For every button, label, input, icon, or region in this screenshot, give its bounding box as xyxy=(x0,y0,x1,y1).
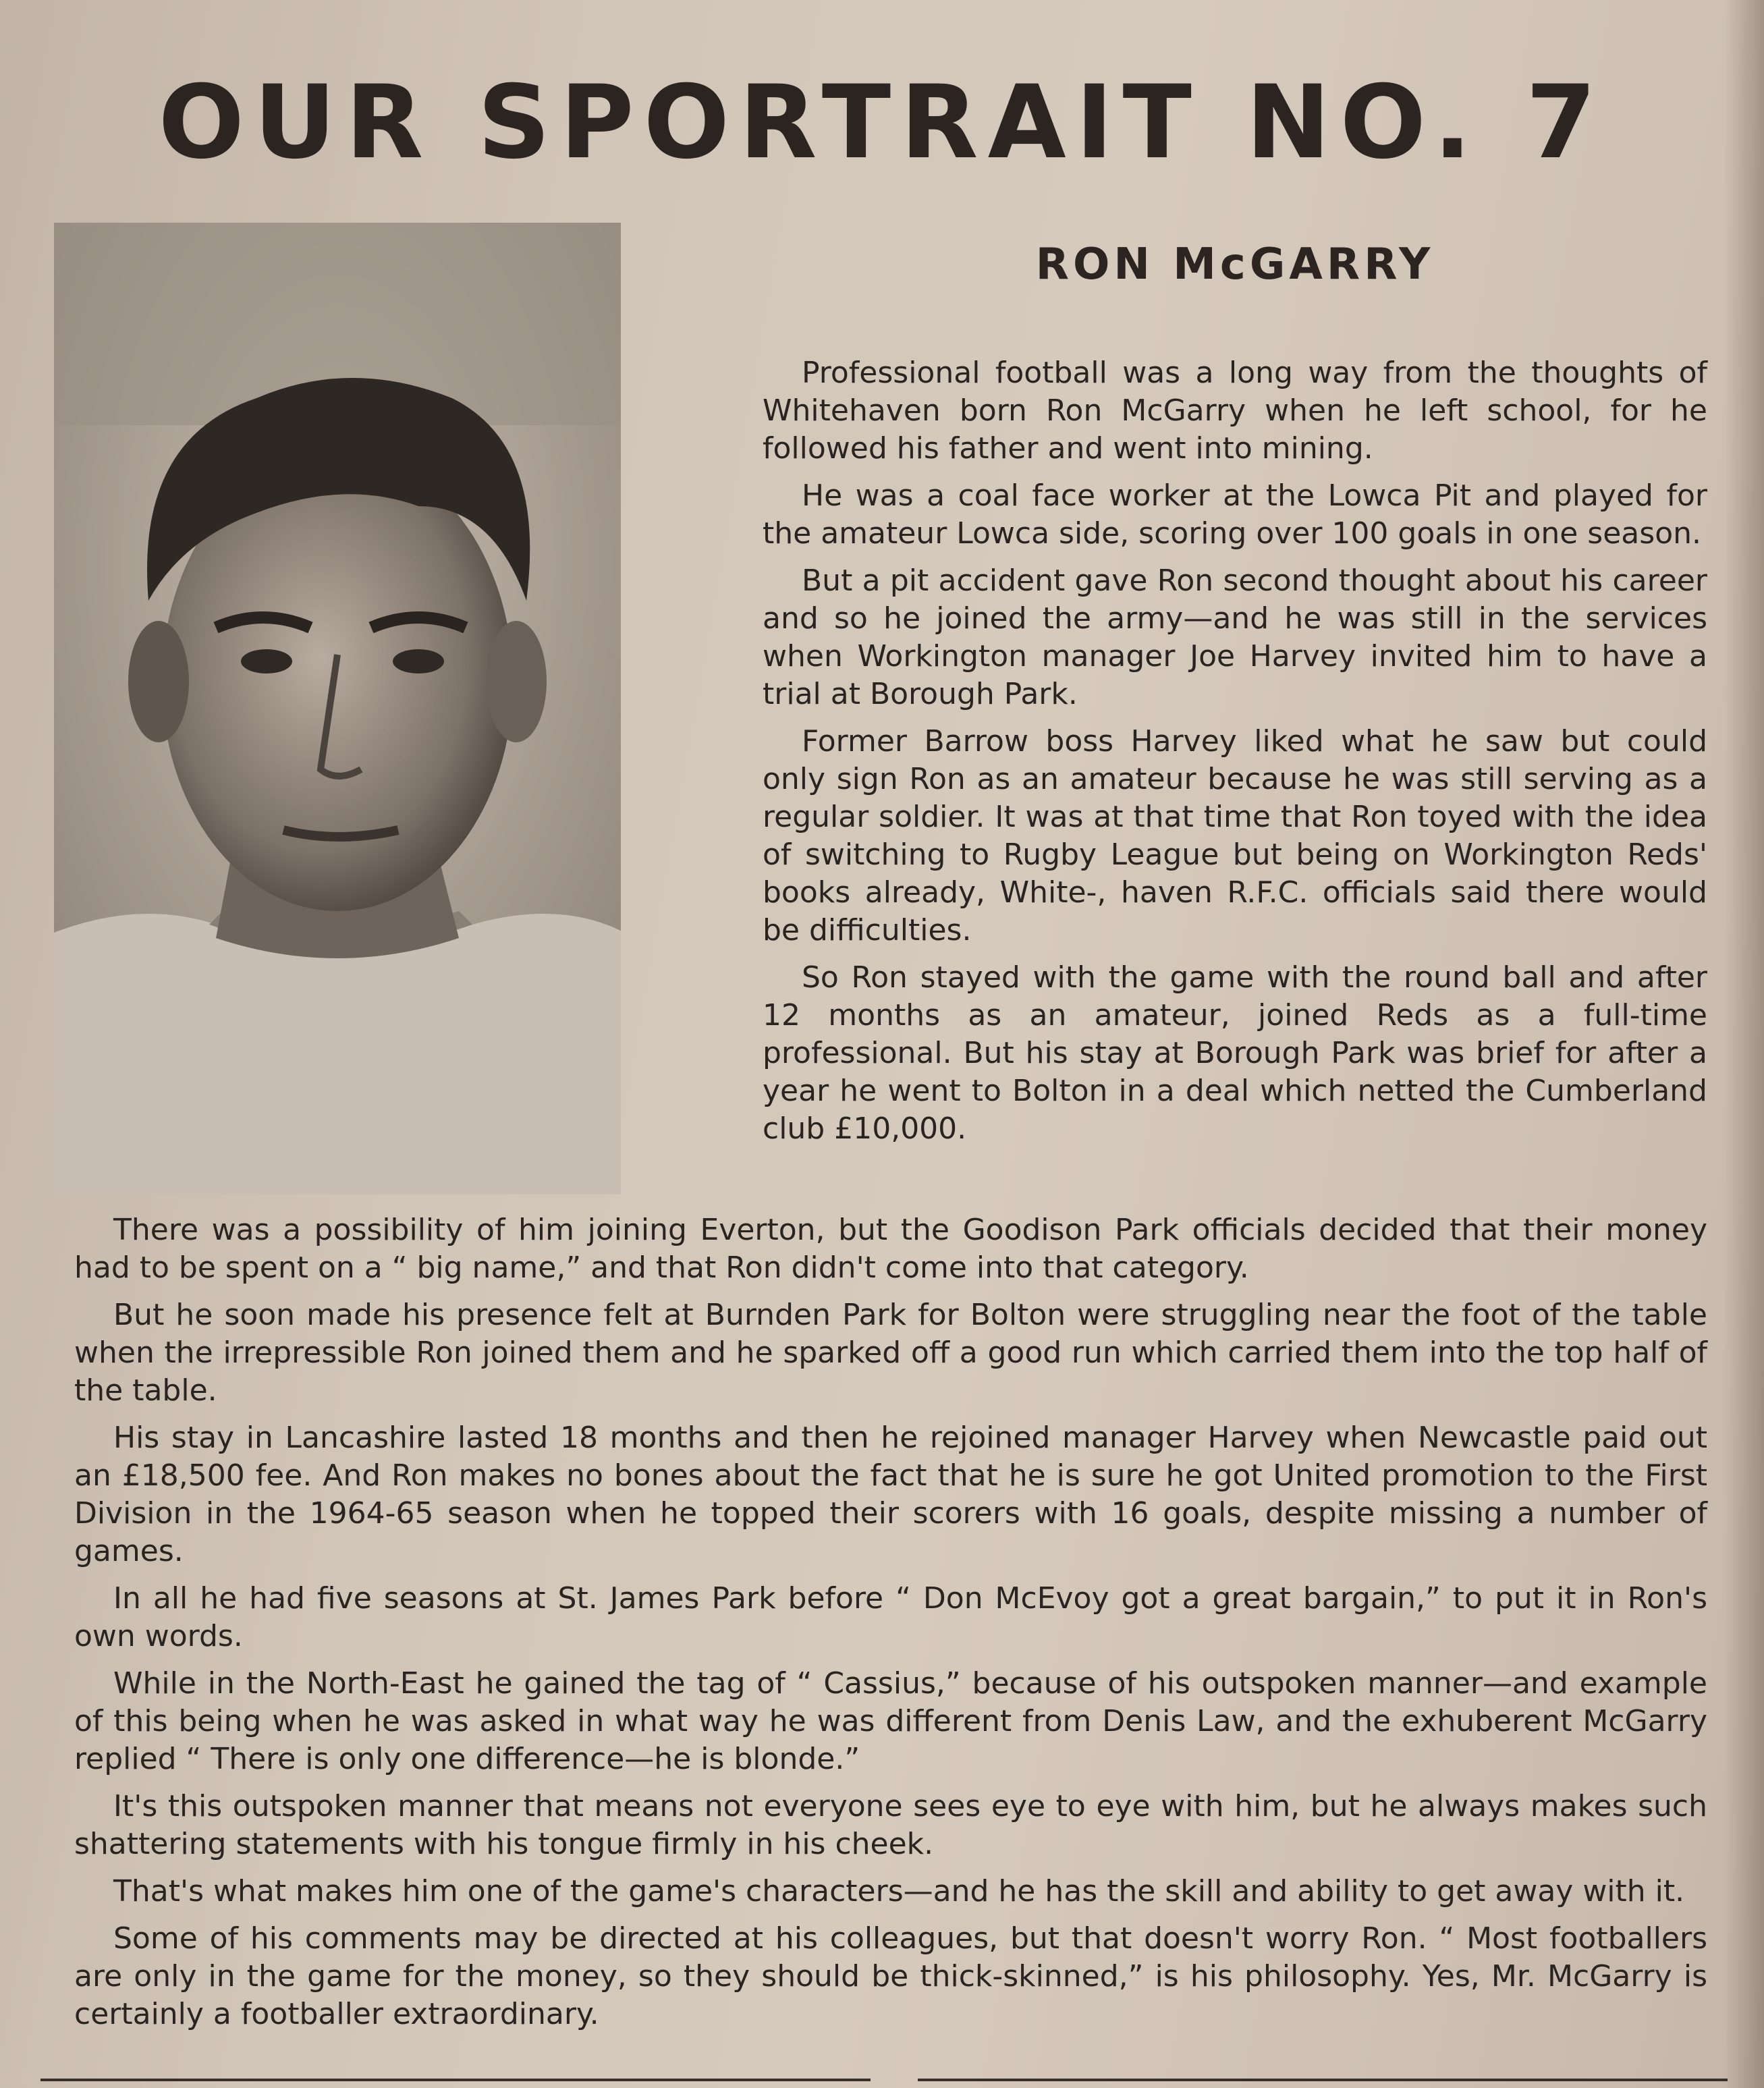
body-paragraph: There was a possibility of him joining Everton, but the Goodison Park officials decided that their money had to be spent on a “ big name,” and that Ron didn't come into that category. xyxy=(74,1213,1707,1285)
bottom-rule-right xyxy=(918,2079,1728,2081)
body-paragraph: In all he had five seasons at St. James Park before “ Don McEvoy got a great bargain,” to put it in Ron's own words. xyxy=(74,1581,1707,1653)
column-paragraph: But a pit accident gave Ron second thought about his career and so he joined the army—and he was still in the services when Workington manager Joe Harvey invited him to have a trial at Borough Park. xyxy=(763,564,1707,711)
body-paragraph: Some of his comments may be directed at his colleagues, but that doesn't worry Ron. “ Most footballers are only in the game for the money, so they should be thick-skinned,” is his philosophy. Yes, Mr. McGarry is certainly a footballer extraordinary. xyxy=(74,1921,1707,2031)
body-paragraph: His stay in Lancashire lasted 18 months and then he rejoined manager Harvey when Newcastle paid out an £18,500 fee. And Ron makes no bones about the fact that he is sure he got United promotion to the First Division in the 1964-65 season when he topped their scorers with 16 goals, despite missing a number of games. xyxy=(74,1421,1707,1568)
page-edge-shadow xyxy=(1724,0,1764,2088)
column-paragraph: Former Barrow boss Harvey liked what he saw but could only sign Ron as an amateur because he was still serving as a regular soldier. It was at that time that Ron toyed with the idea of switching to Rugby League but being on Workington Reds' books already, White-, haven R.F.C. officials said there would be difficulties. xyxy=(763,724,1707,947)
bottom-rule-left xyxy=(40,2079,871,2081)
player-portrait-photo xyxy=(54,223,621,1194)
column-paragraph: Professional football was a long way from the thoughts of Whitehaven born Ron McGarry when he left school, for he followed his father and went into mining. xyxy=(763,356,1707,466)
player-portrait-icon xyxy=(54,223,621,1194)
column-paragraph: So Ron stayed with the game with the round ball and after 12 months as an amateur, joined Reds as a full-time professional. But his stay at Borough Park was brief for after a year he went to Bolton in a deal which netted the Cumberland club £10,000. xyxy=(763,960,1707,1146)
page-headline: OUR SPORTRAIT NO. 7 xyxy=(158,64,1606,182)
body-paragraph: It's this outspoken manner that means not everyone sees eye to eye with him, but he always makes such shattering statements with his tongue firmly in his cheek. xyxy=(74,1789,1707,1861)
column-text xyxy=(763,354,1707,1157)
player-name-subhead: RON McGARRY xyxy=(1035,240,1435,290)
body-paragraph: That's what makes him one of the game's characters—and he has the skill and ability to get away with it. xyxy=(113,1874,1685,1908)
column-paragraph: He was a coal face worker at the Lowca Pit and played for the amateur Lowca side, scoring over 100 goals in one season. xyxy=(763,478,1707,551)
body-paragraph: But he soon made his presence felt at Burnden Park for Bolton were struggling near the foot of the table when the irrepressible Ron joined them and he sparked off a good run which carried them into the top half of the table. xyxy=(74,1298,1707,1408)
full-width-text xyxy=(74,1211,1707,2043)
body-paragraph: While in the North-East he gained the tag of “ Cassius,” because of his outspoken manner—and example of this being when he was asked in what way he was different from Denis Law, and the exhuberent McGarry replied “ There is only one difference—he is blonde.” xyxy=(74,1666,1707,1776)
